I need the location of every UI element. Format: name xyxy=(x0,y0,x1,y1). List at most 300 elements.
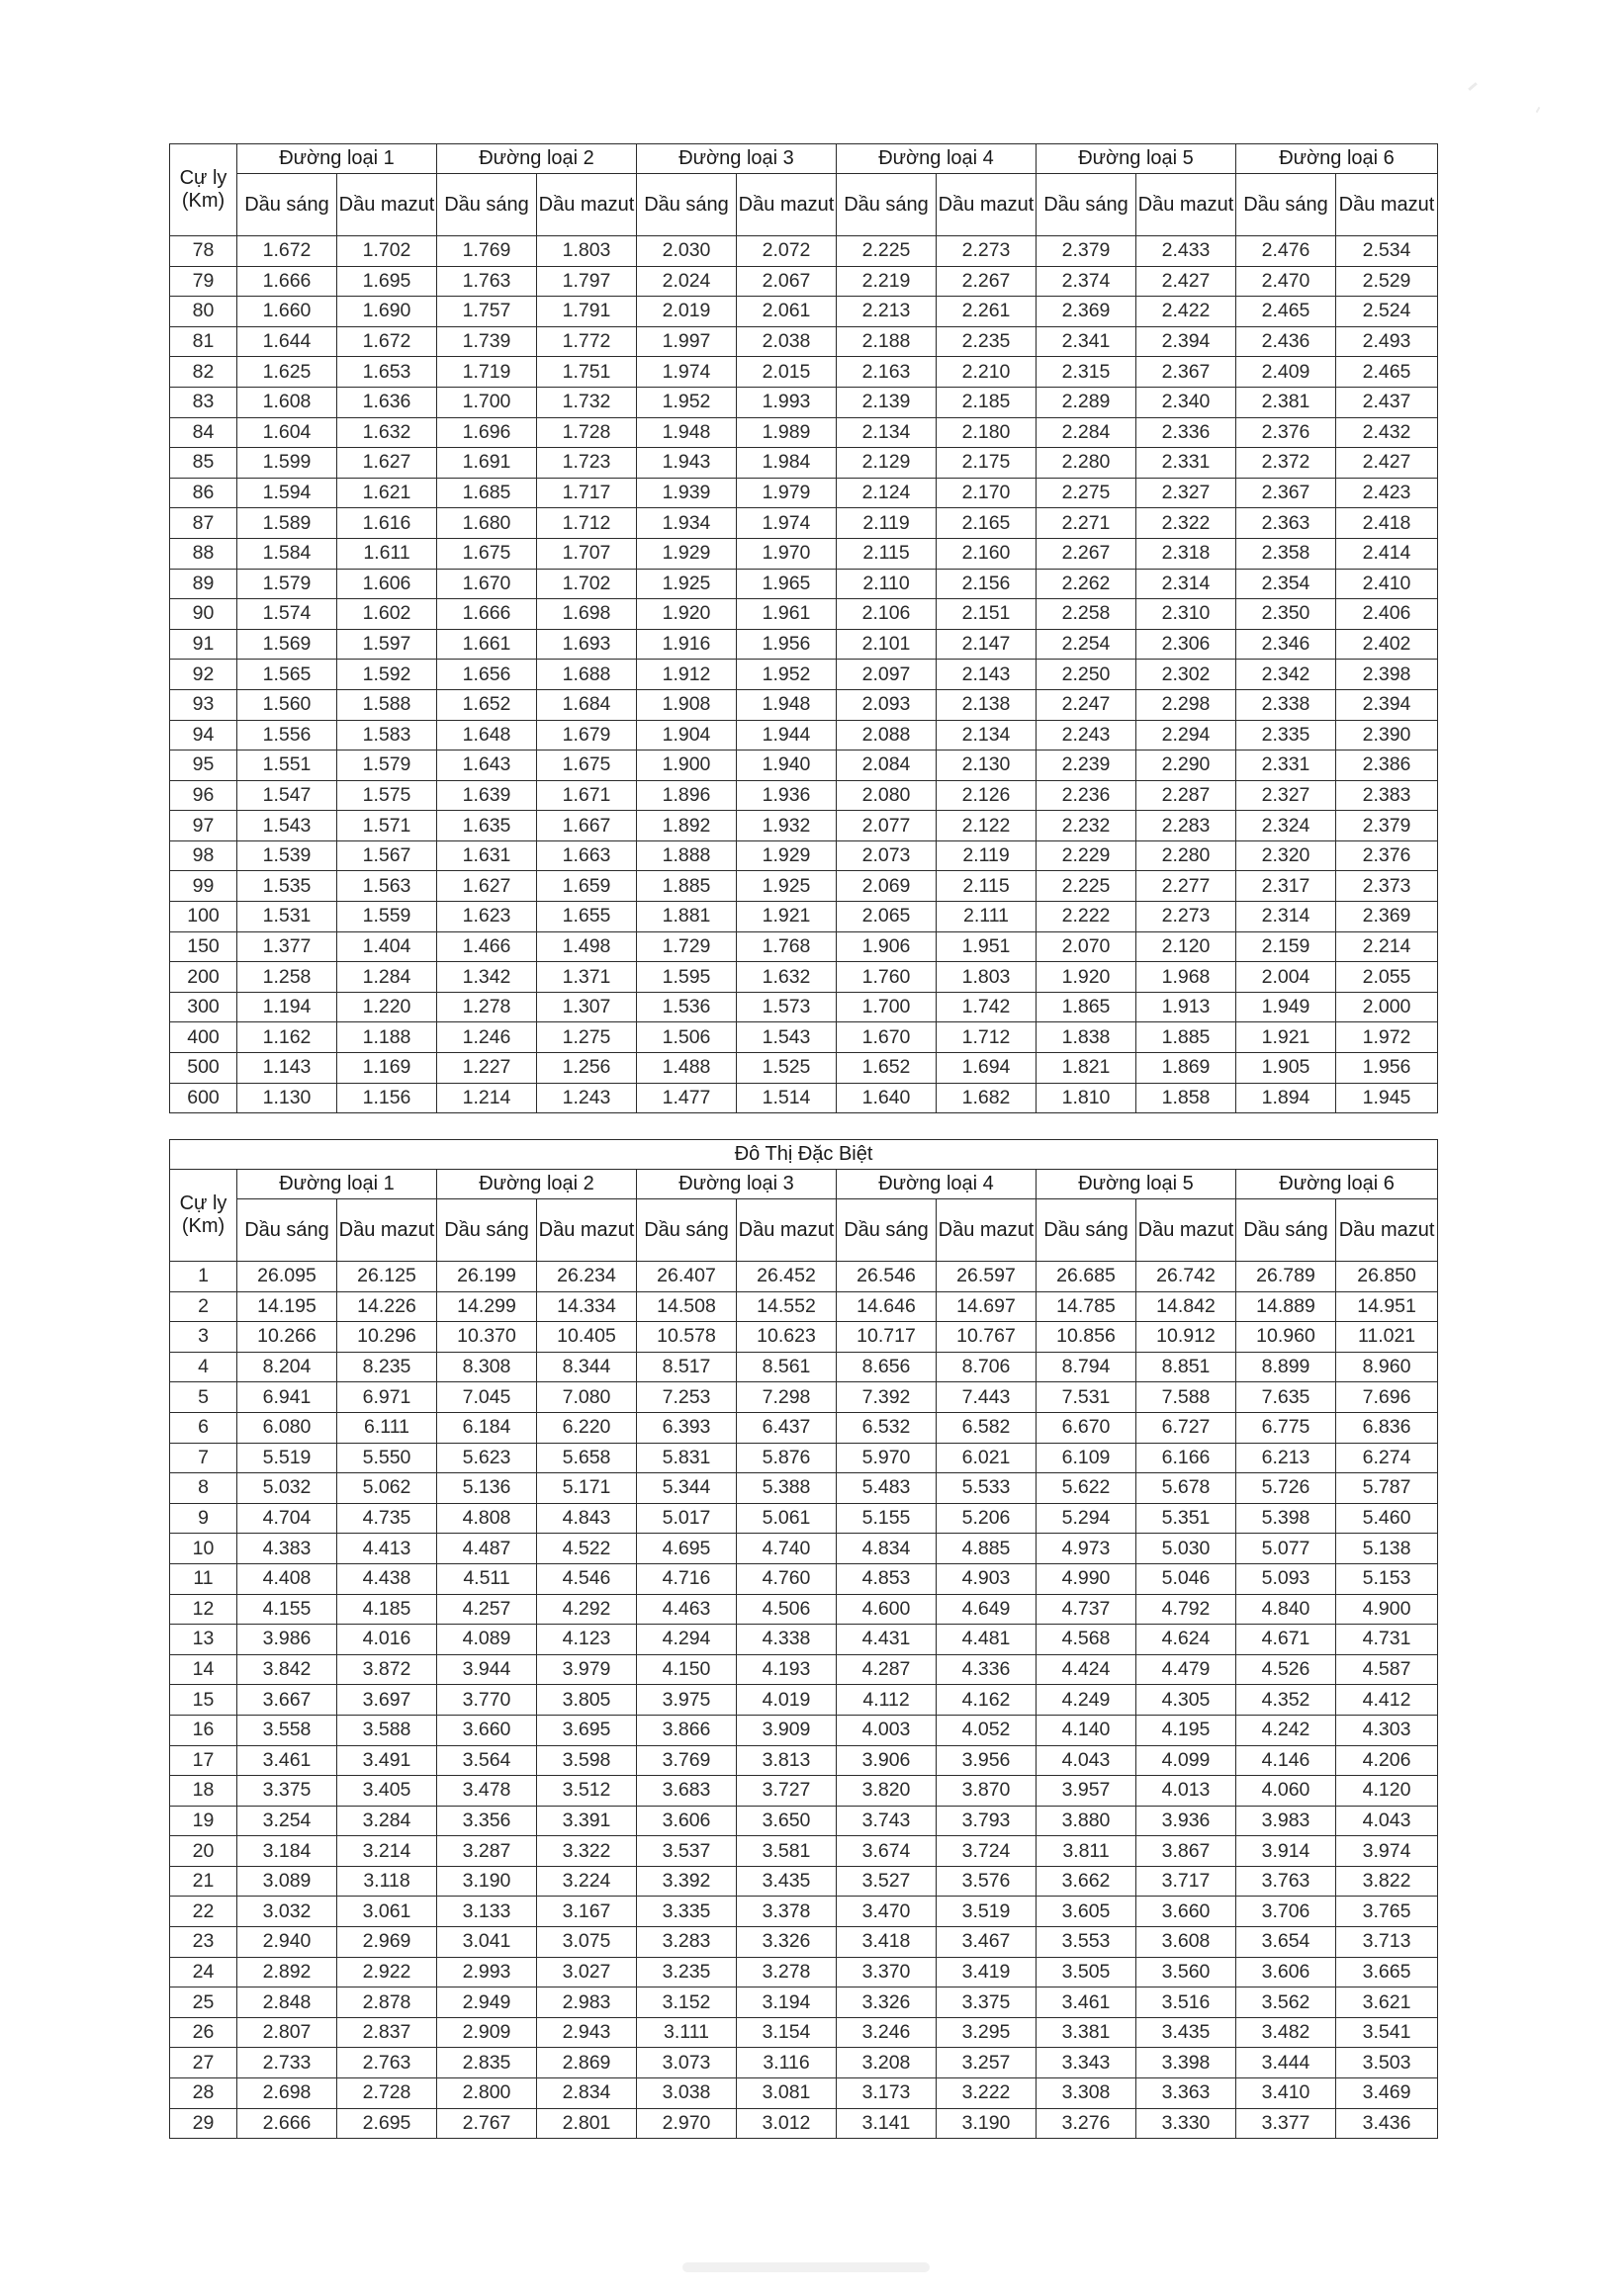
price-cell: 2.331 xyxy=(1236,751,1336,781)
price-cell: 2.170 xyxy=(937,478,1037,508)
price-cell: 1.916 xyxy=(637,629,737,660)
price-cell: 1.961 xyxy=(737,599,837,630)
price-cell: 5.550 xyxy=(337,1443,437,1473)
price-cell: 3.116 xyxy=(737,2048,837,2078)
sub-header-dau-sang: Dầu sáng xyxy=(637,1199,737,1262)
distance-cell: 28 xyxy=(170,2078,237,2109)
price-cell: 1.655 xyxy=(537,902,637,932)
sub-header-dau-sang: Dầu sáng xyxy=(1037,1199,1136,1262)
price-cell: 26.234 xyxy=(537,1262,637,1292)
price-cell: 1.652 xyxy=(837,1053,937,1084)
price-cell: 3.061 xyxy=(337,1897,437,1927)
price-cell: 1.214 xyxy=(437,1083,537,1113)
price-cell: 1.920 xyxy=(1037,962,1136,993)
price-cell: 1.908 xyxy=(637,689,737,720)
price-cell: 4.383 xyxy=(237,1534,337,1564)
price-cell: 14.951 xyxy=(1336,1291,1438,1322)
price-cell: 2.733 xyxy=(237,2048,337,2078)
price-cell: 8.308 xyxy=(437,1352,537,1382)
price-cell: 4.120 xyxy=(1336,1776,1438,1807)
price-cell: 2.318 xyxy=(1136,538,1236,569)
price-cell: 2.213 xyxy=(837,297,937,327)
table-row xyxy=(170,326,1438,357)
price-cell: 5.046 xyxy=(1136,1563,1236,1594)
price-cell: 5.398 xyxy=(1236,1503,1336,1534)
price-cell: 6.971 xyxy=(337,1382,437,1413)
price-cell: 1.698 xyxy=(537,599,637,630)
price-cell: 3.697 xyxy=(337,1685,437,1716)
distance-cell: 13 xyxy=(170,1625,237,1655)
table-row xyxy=(170,1806,1438,1836)
price-cell: 1.498 xyxy=(537,931,637,962)
table-row xyxy=(170,902,1438,932)
price-cell: 2.436 xyxy=(1236,326,1336,357)
price-cell: 4.352 xyxy=(1236,1685,1336,1716)
price-cell: 4.704 xyxy=(237,1503,337,1534)
distance-cell: 83 xyxy=(170,387,237,417)
price-cell: 1.913 xyxy=(1136,992,1236,1022)
fare-table-2 xyxy=(169,1139,1438,2139)
price-cell: 1.929 xyxy=(737,840,837,871)
distance-cell: 23 xyxy=(170,1927,237,1958)
price-cell: 3.308 xyxy=(1037,2078,1136,2109)
price-cell: 3.027 xyxy=(537,1957,637,1987)
price-cell: 1.627 xyxy=(437,871,537,902)
sub-header-dau-sang: Dầu sáng xyxy=(437,1199,537,1262)
price-cell: 2.381 xyxy=(1236,387,1336,417)
table-2-title: Đô Thị Đặc Biệt xyxy=(170,1140,1438,1170)
price-cell: 1.803 xyxy=(537,236,637,267)
price-cell: 2.801 xyxy=(537,2108,637,2139)
distance-cell: 17 xyxy=(170,1745,237,1776)
price-cell: 2.119 xyxy=(937,840,1037,871)
price-cell: 1.602 xyxy=(337,599,437,630)
price-cell: 3.276 xyxy=(1037,2108,1136,2139)
price-cell: 6.184 xyxy=(437,1412,537,1443)
price-cell: 5.876 xyxy=(737,1443,837,1473)
price-cell: 2.993 xyxy=(437,1957,537,1987)
price-cell: 3.287 xyxy=(437,1836,537,1867)
price-cell: 3.660 xyxy=(437,1715,537,1745)
price-cell: 1.968 xyxy=(1136,962,1236,993)
price-cell: 1.543 xyxy=(737,1022,837,1053)
price-cell: 2.284 xyxy=(1037,417,1136,448)
price-cell: 6.274 xyxy=(1336,1443,1438,1473)
price-cell: 1.956 xyxy=(737,629,837,660)
price-cell: 5.032 xyxy=(237,1473,337,1504)
price-cell: 2.120 xyxy=(1136,931,1236,962)
price-cell: 4.671 xyxy=(1236,1625,1336,1655)
price-cell: 1.900 xyxy=(637,751,737,781)
price-cell: 1.948 xyxy=(637,417,737,448)
table-row xyxy=(170,478,1438,508)
price-cell: 2.273 xyxy=(937,236,1037,267)
price-cell: 2.122 xyxy=(937,811,1037,841)
distance-cell: 19 xyxy=(170,1806,237,1836)
price-cell: 1.694 xyxy=(937,1053,1037,1084)
price-cell: 2.067 xyxy=(737,266,837,297)
price-cell: 26.407 xyxy=(637,1262,737,1292)
price-cell: 1.912 xyxy=(637,660,737,690)
price-cell: 2.394 xyxy=(1336,689,1438,720)
price-cell: 6.775 xyxy=(1236,1412,1336,1443)
price-cell: 1.567 xyxy=(337,840,437,871)
price-cell: 3.419 xyxy=(937,1957,1037,1987)
price-cell: 6.836 xyxy=(1336,1412,1438,1443)
sub-header-dau-mazut: Dầu mazut xyxy=(337,1199,437,1262)
price-cell: 1.643 xyxy=(437,751,537,781)
price-cell: 2.476 xyxy=(1236,236,1336,267)
price-cell: 6.727 xyxy=(1136,1412,1236,1443)
price-cell: 1.670 xyxy=(837,1022,937,1053)
price-cell: 5.206 xyxy=(937,1503,1037,1534)
price-cell: 1.559 xyxy=(337,902,437,932)
price-cell: 3.606 xyxy=(1236,1957,1336,1987)
price-cell: 5.155 xyxy=(837,1503,937,1534)
price-cell: 2.115 xyxy=(937,871,1037,902)
price-cell: 3.356 xyxy=(437,1806,537,1836)
price-cell: 6.109 xyxy=(1037,1443,1136,1473)
price-cell: 2.892 xyxy=(237,1957,337,1987)
price-cell: 1.514 xyxy=(737,1083,837,1113)
price-cell: 4.834 xyxy=(837,1534,937,1564)
sub-header-row xyxy=(170,1199,1438,1262)
price-cell: 2.409 xyxy=(1236,357,1336,388)
price-cell: 1.684 xyxy=(537,689,637,720)
price-cell: 3.605 xyxy=(1037,1897,1136,1927)
table-row xyxy=(170,297,1438,327)
price-cell: 4.840 xyxy=(1236,1594,1336,1625)
price-cell: 3.436 xyxy=(1336,2108,1438,2139)
price-cell: 3.562 xyxy=(1236,1987,1336,2018)
price-cell: 6.582 xyxy=(937,1412,1037,1443)
price-cell: 5.787 xyxy=(1336,1473,1438,1504)
price-cell: 4.303 xyxy=(1336,1715,1438,1745)
price-cell: 2.394 xyxy=(1136,326,1236,357)
price-cell: 4.760 xyxy=(737,1563,837,1594)
price-cell: 2.143 xyxy=(937,660,1037,690)
table-row xyxy=(170,1262,1438,1292)
price-cell: 5.030 xyxy=(1136,1534,1236,1564)
price-cell: 3.461 xyxy=(237,1745,337,1776)
price-cell: 5.153 xyxy=(1336,1563,1438,1594)
price-cell: 4.587 xyxy=(1336,1654,1438,1685)
price-cell: 1.560 xyxy=(237,689,337,720)
price-cell: 4.292 xyxy=(537,1594,637,1625)
price-cell: 2.358 xyxy=(1236,538,1336,569)
price-cell: 3.089 xyxy=(237,1866,337,1897)
price-cell: 4.479 xyxy=(1136,1654,1236,1685)
price-cell: 1.751 xyxy=(537,357,637,388)
price-cell: 14.508 xyxy=(637,1291,737,1322)
distance-cell: 92 xyxy=(170,660,237,690)
group-header-4: Đường loại 4 xyxy=(837,1170,1037,1199)
price-cell: 11.021 xyxy=(1336,1322,1438,1353)
price-cell: 3.608 xyxy=(1136,1927,1236,1958)
price-cell: 1.936 xyxy=(737,780,837,811)
price-cell: 14.552 xyxy=(737,1291,837,1322)
price-cell: 1.156 xyxy=(337,1083,437,1113)
price-cell: 1.885 xyxy=(1136,1022,1236,1053)
price-cell: 4.546 xyxy=(537,1563,637,1594)
sub-header-row xyxy=(170,174,1438,236)
price-cell: 2.465 xyxy=(1336,357,1438,388)
price-cell: 5.077 xyxy=(1236,1534,1336,1564)
price-cell: 10.266 xyxy=(237,1322,337,1353)
price-cell: 1.652 xyxy=(437,689,537,720)
price-cell: 26.789 xyxy=(1236,1262,1336,1292)
price-cell: 3.214 xyxy=(337,1836,437,1867)
price-cell: 1.243 xyxy=(537,1083,637,1113)
table-row xyxy=(170,508,1438,539)
price-cell: 1.477 xyxy=(637,1083,737,1113)
table-row xyxy=(170,2078,1438,2109)
distance-cell: 91 xyxy=(170,629,237,660)
price-cell: 1.595 xyxy=(637,962,737,993)
table-row xyxy=(170,1625,1438,1655)
sub-header-dau-sang: Dầu sáng xyxy=(437,174,537,236)
price-cell: 2.390 xyxy=(1336,720,1438,751)
scan-mark-bottom xyxy=(682,2262,930,2272)
price-cell: 2.156 xyxy=(937,569,1037,599)
price-cell: 3.322 xyxy=(537,1836,637,1867)
price-cell: 3.975 xyxy=(637,1685,737,1716)
price-cell: 2.275 xyxy=(1037,478,1136,508)
price-cell: 2.763 xyxy=(337,2048,437,2078)
price-cell: 3.381 xyxy=(1037,2017,1136,2048)
price-cell: 2.314 xyxy=(1136,569,1236,599)
price-cell: 2.372 xyxy=(1236,448,1336,479)
price-cell: 3.370 xyxy=(837,1957,937,1987)
group-header-6: Đường loại 6 xyxy=(1236,1170,1438,1199)
price-cell: 2.077 xyxy=(837,811,937,841)
price-cell: 2.427 xyxy=(1336,448,1438,479)
price-cell: 2.280 xyxy=(1037,448,1136,479)
price-cell: 3.805 xyxy=(537,1685,637,1716)
sub-header-dau-mazut: Dầu mazut xyxy=(1336,174,1438,236)
price-cell: 2.129 xyxy=(837,448,937,479)
table-row xyxy=(170,1473,1438,1504)
price-cell: 3.190 xyxy=(437,1866,537,1897)
price-cell: 3.154 xyxy=(737,2017,837,2048)
price-cell: 1.666 xyxy=(237,266,337,297)
table-row xyxy=(170,1503,1438,1534)
price-cell: 1.589 xyxy=(237,508,337,539)
price-cell: 3.654 xyxy=(1236,1927,1336,1958)
sub-header-dau-sang: Dầu sáng xyxy=(837,174,937,236)
price-cell: 3.621 xyxy=(1336,1987,1438,2018)
price-cell: 2.165 xyxy=(937,508,1037,539)
price-cell: 3.343 xyxy=(1037,2048,1136,2078)
price-cell: 4.146 xyxy=(1236,1745,1336,1776)
distance-cell: 78 xyxy=(170,236,237,267)
price-cell: 4.294 xyxy=(637,1625,737,1655)
price-cell: 2.236 xyxy=(1037,780,1136,811)
price-cell: 2.232 xyxy=(1037,811,1136,841)
price-cell: 3.363 xyxy=(1136,2078,1236,2109)
table-row xyxy=(170,1866,1438,1897)
price-cell: 4.903 xyxy=(937,1563,1037,1594)
price-cell: 1.921 xyxy=(1236,1022,1336,1053)
price-cell: 3.194 xyxy=(737,1987,837,2018)
price-cell: 2.287 xyxy=(1136,780,1236,811)
price-cell: 1.556 xyxy=(237,720,337,751)
price-cell: 2.239 xyxy=(1037,751,1136,781)
price-cell: 1.194 xyxy=(237,992,337,1022)
price-cell: 2.969 xyxy=(337,1927,437,1958)
price-cell: 1.896 xyxy=(637,780,737,811)
price-cell: 2.878 xyxy=(337,1987,437,2018)
group-header-1: Đường loại 1 xyxy=(237,144,437,174)
price-cell: 4.600 xyxy=(837,1594,937,1625)
price-cell: 4.185 xyxy=(337,1594,437,1625)
price-cell: 2.110 xyxy=(837,569,937,599)
price-cell: 2.324 xyxy=(1236,811,1336,841)
price-cell: 2.254 xyxy=(1037,629,1136,660)
distance-cell: 97 xyxy=(170,811,237,841)
price-cell: 3.811 xyxy=(1037,1836,1136,1867)
table-row xyxy=(170,629,1438,660)
price-cell: 2.147 xyxy=(937,629,1037,660)
price-cell: 1.162 xyxy=(237,1022,337,1053)
price-cell: 2.302 xyxy=(1136,660,1236,690)
price-cell: 2.317 xyxy=(1236,871,1336,902)
table-row xyxy=(170,992,1438,1022)
price-cell: 4.740 xyxy=(737,1534,837,1564)
price-cell: 6.393 xyxy=(637,1412,737,1443)
price-cell: 3.167 xyxy=(537,1897,637,1927)
price-cell: 3.435 xyxy=(1136,2017,1236,2048)
price-cell: 5.136 xyxy=(437,1473,537,1504)
price-cell: 2.414 xyxy=(1336,538,1438,569)
price-cell: 2.837 xyxy=(337,2017,437,2048)
price-cell: 2.363 xyxy=(1236,508,1336,539)
price-cell: 4.843 xyxy=(537,1503,637,1534)
price-cell: 6.220 xyxy=(537,1412,637,1443)
price-cell: 4.506 xyxy=(737,1594,837,1625)
price-cell: 26.125 xyxy=(337,1262,437,1292)
table-row xyxy=(170,1083,1438,1113)
price-cell: 14.299 xyxy=(437,1291,537,1322)
price-cell: 1.648 xyxy=(437,720,537,751)
table-row xyxy=(170,1352,1438,1382)
price-cell: 2.298 xyxy=(1136,689,1236,720)
price-cell: 1.949 xyxy=(1236,992,1336,1022)
price-cell: 3.190 xyxy=(937,2108,1037,2139)
price-cell: 1.575 xyxy=(337,780,437,811)
table-row xyxy=(170,1685,1438,1716)
price-cell: 4.195 xyxy=(1136,1715,1236,1745)
price-cell: 14.697 xyxy=(937,1291,1037,1322)
price-cell: 2.470 xyxy=(1236,266,1336,297)
price-cell: 2.970 xyxy=(637,2108,737,2139)
distance-cell: 29 xyxy=(170,2108,237,2139)
price-cell: 2.427 xyxy=(1136,266,1236,297)
price-cell: 4.568 xyxy=(1037,1625,1136,1655)
price-cell: 2.331 xyxy=(1136,448,1236,479)
price-cell: 3.606 xyxy=(637,1806,737,1836)
price-cell: 4.716 xyxy=(637,1563,737,1594)
price-cell: 4.043 xyxy=(1336,1806,1438,1836)
price-cell: 1.858 xyxy=(1136,1083,1236,1113)
price-cell: 3.956 xyxy=(937,1745,1037,1776)
price-cell: 3.519 xyxy=(937,1897,1037,1927)
price-cell: 3.491 xyxy=(337,1745,437,1776)
price-cell: 2.124 xyxy=(837,478,937,508)
price-cell: 2.369 xyxy=(1336,902,1438,932)
price-cell: 1.679 xyxy=(537,720,637,751)
distance-cell: 80 xyxy=(170,297,237,327)
price-cell: 3.986 xyxy=(237,1625,337,1655)
distance-cell: 18 xyxy=(170,1776,237,1807)
price-cell: 1.970 xyxy=(737,538,837,569)
sub-header-dau-mazut: Dầu mazut xyxy=(737,1199,837,1262)
price-cell: 1.984 xyxy=(737,448,837,479)
price-cell: 1.906 xyxy=(837,931,937,962)
table-row xyxy=(170,2017,1438,2048)
price-cell: 1.693 xyxy=(537,629,637,660)
price-cell: 1.803 xyxy=(937,962,1037,993)
price-cell: 4.242 xyxy=(1236,1715,1336,1745)
price-cell: 1.653 xyxy=(337,357,437,388)
price-cell: 1.640 xyxy=(837,1083,937,1113)
table-row xyxy=(170,1897,1438,1927)
price-cell: 3.936 xyxy=(1136,1806,1236,1836)
table-2-body xyxy=(170,1262,1438,2139)
price-cell: 2.529 xyxy=(1336,266,1438,297)
price-cell: 1.488 xyxy=(637,1053,737,1084)
price-cell: 14.226 xyxy=(337,1291,437,1322)
price-cell: 2.106 xyxy=(837,599,937,630)
price-cell: 1.636 xyxy=(337,387,437,417)
table-row xyxy=(170,1322,1438,1353)
price-cell: 2.004 xyxy=(1236,962,1336,993)
price-cell: 1.700 xyxy=(837,992,937,1022)
price-cell: 2.315 xyxy=(1037,357,1136,388)
price-cell: 1.905 xyxy=(1236,1053,1336,1084)
price-cell: 1.675 xyxy=(437,538,537,569)
price-cell: 2.159 xyxy=(1236,931,1336,962)
price-cell: 3.724 xyxy=(937,1836,1037,1867)
table-row xyxy=(170,689,1438,720)
price-cell: 2.698 xyxy=(237,2078,337,2109)
price-cell: 8.204 xyxy=(237,1352,337,1382)
price-cell: 3.909 xyxy=(737,1715,837,1745)
price-cell: 3.674 xyxy=(837,1836,937,1867)
price-cell: 4.853 xyxy=(837,1563,937,1594)
price-cell: 3.081 xyxy=(737,2078,837,2109)
price-cell: 6.532 xyxy=(837,1412,937,1443)
price-cell: 5.344 xyxy=(637,1473,737,1504)
price-cell: 2.350 xyxy=(1236,599,1336,630)
group-header-1: Đường loại 1 xyxy=(237,1170,437,1199)
price-cell: 3.660 xyxy=(1136,1897,1236,1927)
price-cell: 26.685 xyxy=(1037,1262,1136,1292)
price-cell: 1.371 xyxy=(537,962,637,993)
price-cell: 5.483 xyxy=(837,1473,937,1504)
distance-cell: 500 xyxy=(170,1053,237,1084)
price-cell: 4.522 xyxy=(537,1534,637,1564)
price-cell: 26.199 xyxy=(437,1262,537,1292)
price-cell: 2.376 xyxy=(1336,840,1438,871)
price-cell: 1.631 xyxy=(437,840,537,871)
price-cell: 1.539 xyxy=(237,840,337,871)
distance-cell: 15 xyxy=(170,1685,237,1716)
price-cell: 3.392 xyxy=(637,1866,737,1897)
price-cell: 1.404 xyxy=(337,931,437,962)
price-cell: 2.909 xyxy=(437,2017,537,2048)
price-cell: 14.785 xyxy=(1037,1291,1136,1322)
